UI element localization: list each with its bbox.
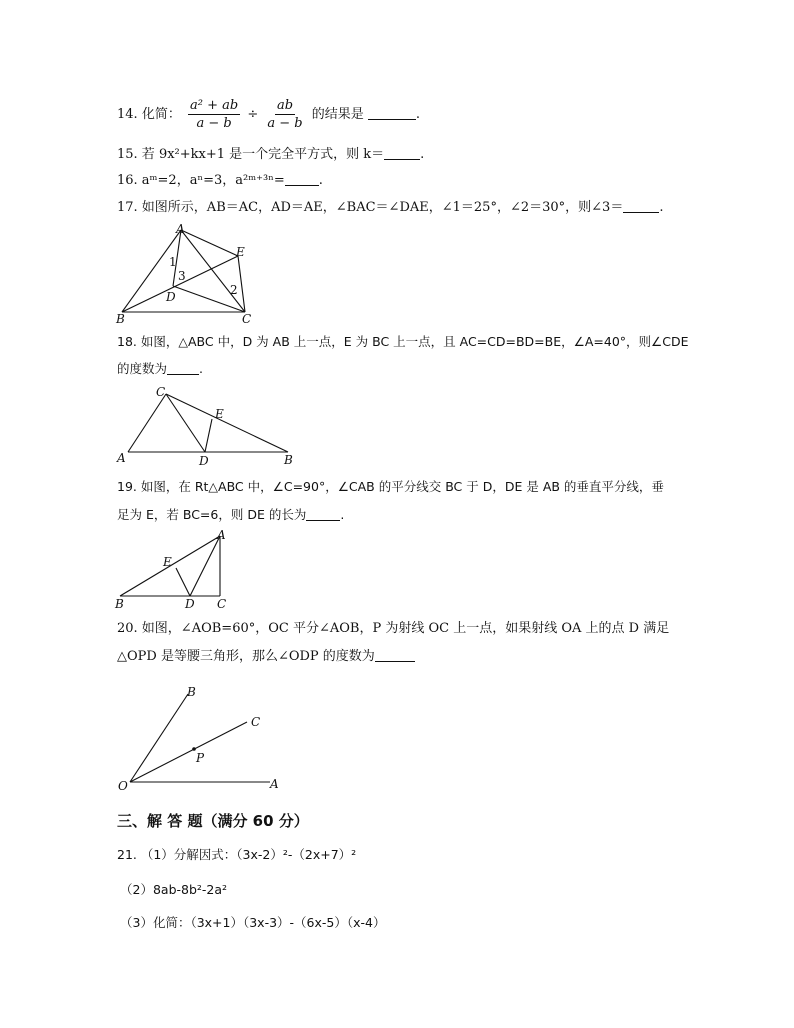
- q19-text-2: 足为 E，若 BC=6，则 DE 的长为: [117, 507, 307, 522]
- label-P: P: [196, 751, 205, 765]
- q14-label: 化简：: [141, 107, 181, 122]
- label-E: E: [163, 555, 172, 569]
- answer-blank: [368, 107, 416, 120]
- question-18-line2: [117, 360, 203, 378]
- seg-DE: [205, 419, 212, 452]
- seg-CB: [166, 394, 288, 452]
- fraction-2-numerator: ab: [276, 98, 294, 113]
- q14-end: .: [415, 107, 421, 122]
- question-20-line1: [117, 620, 669, 638]
- section-title: 三、解 答 题（满分 60 分）: [117, 812, 309, 830]
- q14-suffix: 的结果是: [311, 107, 364, 122]
- ray-OB: [130, 694, 188, 782]
- seg-DE: [176, 568, 190, 596]
- figure-17: [112, 222, 262, 326]
- figure-20: [112, 682, 292, 794]
- label-D: D: [199, 454, 209, 468]
- q16-text: 16. aᵐ=2，aⁿ=3，a²ᵐ⁺³ⁿ=: [117, 173, 285, 188]
- answer-blank: [375, 649, 415, 662]
- fraction-2: [265, 98, 304, 131]
- answer-blank: [623, 200, 659, 213]
- angle-1: 1: [169, 255, 177, 269]
- question-17: [117, 199, 663, 217]
- label-E: E: [215, 407, 224, 421]
- label-A: A: [176, 222, 185, 236]
- label-C: C: [251, 715, 261, 729]
- fraction-1: [188, 98, 240, 131]
- q14-number: 14.: [117, 107, 138, 122]
- q20-text-2: △OPD 是等腰三角形，那么∠ODP 的度数为: [117, 649, 375, 664]
- figure-18: [112, 384, 302, 468]
- q15-end: .: [420, 147, 425, 162]
- label-A: A: [270, 777, 279, 791]
- question-19-line2: [117, 506, 344, 524]
- label-O: O: [118, 779, 128, 793]
- question-18-line1: [117, 333, 688, 351]
- answer-blank: [306, 508, 340, 521]
- seg-AE: [181, 230, 238, 256]
- figure-19: [112, 526, 236, 614]
- q20-text: 20. 如图，∠AOB=60°，OC 平分∠AOB，P 为射线 OC 上一点，如果射线 OA 上的点 D 满足: [117, 621, 670, 636]
- label-B: B: [284, 453, 293, 467]
- question-19-line1: [117, 478, 664, 496]
- seg-AC: [181, 230, 245, 312]
- q19-text: 19. 如图，在 Rt△ABC 中，∠C=90°，∠CAB 的平分线交 BC 于 D，DE 是 AB 的垂直平分线，垂: [117, 479, 664, 494]
- question-20-line2: [117, 648, 415, 666]
- ray-OC: [130, 722, 247, 782]
- label-C: C: [242, 312, 252, 326]
- fraction-1-numerator: a² + ab: [189, 98, 239, 113]
- answer-blank: [384, 147, 420, 160]
- angle-3: 3: [178, 269, 186, 283]
- q19-end: .: [340, 507, 345, 522]
- q17-text: 17. 如图所示，AB＝AC，AD＝AE，∠BAC＝∠DAE，∠1＝25°，∠2＝30°，则∠3＝: [117, 200, 624, 215]
- label-A: A: [217, 528, 226, 542]
- fraction-1-denominator: a − b: [196, 116, 232, 131]
- q18-end: .: [199, 361, 203, 376]
- q18-text: 18. 如图，△ABC 中，D 为 AB 上一点，E 为 BC 上一点，且 AC=CD=BD=BE，∠A=40°，则∠CDE: [117, 334, 689, 349]
- label-D: D: [185, 597, 195, 611]
- answer-blank: [167, 362, 199, 375]
- q17-end: .: [659, 200, 664, 215]
- label-C: C: [156, 385, 166, 399]
- question-16: [117, 172, 323, 190]
- q15-text: 15. 若 9x²+kx+1 是一个完全平方式，则 k＝: [117, 147, 385, 162]
- label-E: E: [236, 245, 245, 259]
- question-21-part-2: （2）8ab-8b²-2a²: [120, 882, 228, 897]
- fraction-2-denominator: a − b: [267, 116, 303, 131]
- answer-blank: [285, 173, 319, 186]
- label-B: B: [116, 312, 125, 326]
- question-21-part-1: 21. （1）分解因式：（3x-2）²-（2x+7）²: [117, 847, 357, 862]
- angle-2: 2: [230, 283, 238, 297]
- label-B: B: [187, 685, 196, 699]
- label-C: C: [217, 597, 227, 611]
- q16-end: .: [318, 173, 323, 188]
- label-D: D: [166, 290, 176, 304]
- label-A: A: [117, 451, 126, 465]
- q18-text-2: 的度数为: [117, 361, 168, 376]
- question-21-part-3: （3）化简：（3x+1）（3x-3）-（6x-5）（x-4）: [120, 915, 386, 930]
- label-B: B: [115, 597, 124, 611]
- question-14: [117, 98, 420, 131]
- question-15: [117, 146, 424, 164]
- divide-sign: ÷: [247, 107, 259, 122]
- seg-AC: [128, 394, 166, 452]
